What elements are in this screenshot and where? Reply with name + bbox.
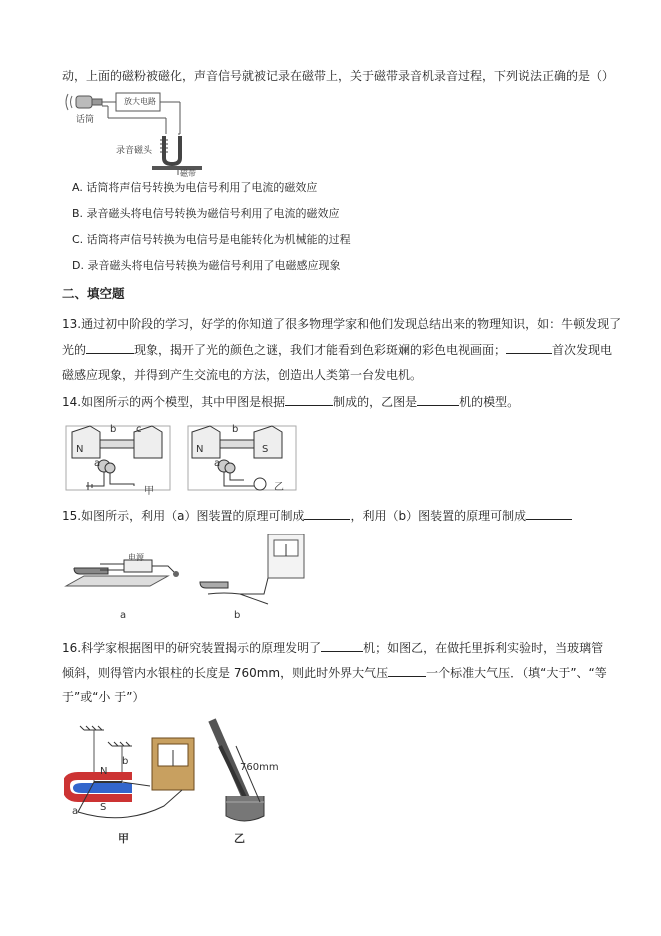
horseshoe-magnet-s (76, 786, 132, 790)
q14-blank-2[interactable] (417, 394, 459, 406)
q16-a-label: a (72, 806, 79, 817)
tape-label: 磁带 (180, 169, 196, 178)
q13-text-b: 现象，揭开了光的颜色之谜，我们才能看到色彩斑斓的彩色电视画面； (134, 343, 507, 357)
microphone-icon (76, 96, 92, 108)
q13-line3: 磁感应现象，并得到产生交流电的方法，创造出人类第一台发电机。 (62, 368, 423, 382)
q15-blank-1[interactable] (304, 508, 350, 520)
q12-option-b: B. 录音磁头将电信号转换为磁信号利用了电流的磁效应 (72, 207, 340, 220)
q16-760mm-label: 760mm (240, 762, 279, 773)
q16-blank-2[interactable] (388, 665, 426, 677)
q14-a-left: a (94, 458, 101, 469)
q14-yi-label: 乙 (274, 482, 284, 493)
q13-text-a: 光的 (62, 343, 87, 357)
q14-s-right: S (262, 444, 269, 455)
q15-power-label: 电源 (128, 553, 144, 562)
mercury-dish (226, 796, 264, 821)
q15-text-b: ，利用（b）图装置的原理可制成 (350, 509, 527, 523)
q14-figure (64, 418, 300, 500)
amplifier-label: 放大电路 (124, 97, 156, 106)
q15-blank-2[interactable] (526, 508, 572, 520)
q14-b-right: b (232, 424, 239, 435)
q14-text-a: 14.如图所示的两个模型，其中甲图是根据 (62, 395, 286, 409)
section-title: 二、填空题 (62, 286, 125, 301)
base-board-a (66, 576, 168, 586)
q14-n-right: N (196, 444, 204, 455)
horseshoe-magnet-a (74, 568, 108, 574)
galvanometer-icon (254, 478, 266, 490)
q16-n-label: N (100, 766, 108, 777)
q16-yi-label: 乙 (234, 832, 245, 845)
q16-s-label: S (100, 802, 107, 813)
microphone-label: 话筒 (76, 115, 95, 125)
q15-a-label: a (120, 610, 127, 621)
q12-option-a: A. 话筒将声信号转换为电信号利用了电流的磁效应 (72, 181, 318, 194)
q16-text-d: 一个标准大气压．（填“大于”、“等 (426, 666, 607, 680)
q12-option-d: D. 录音磁头将电信号转换为磁信号利用了电磁感应现象 (72, 259, 341, 272)
q12-option-c: C. 话筒将声信号转换为电信号是电能转化为机械能的过程 (72, 233, 351, 246)
q12-figure (62, 86, 212, 178)
q16-figure (64, 716, 294, 846)
q14-a-right: a (214, 458, 221, 469)
q13-line1: 13.通过初中阶段的学习，好学的你知道了很多物理学家和他们发现总结出来的物理知识，如：牛顿发现了 (62, 317, 622, 331)
q14-n-left: N (76, 444, 84, 455)
horseshoe-magnet-b (200, 582, 228, 588)
q13-blank-1[interactable] (86, 342, 134, 354)
q14-text-b: 制成的，乙图是 (333, 395, 418, 409)
q16-b-label: b (122, 756, 129, 767)
q13-text-c: 首次发现电 (552, 343, 613, 357)
q14-blank-1[interactable] (285, 394, 333, 406)
q16-text-c: 倾斜，则得管内水银柱的长度是 760mm，则此时外界大气压 (62, 666, 389, 680)
electromagnetic-apparatus (64, 534, 314, 626)
q16-jia-label: 甲 (118, 832, 129, 845)
q16-line1 (62, 640, 603, 656)
q14-b-left: b (110, 424, 117, 435)
q12-stem: 动，上面的磁粉被磁化，声音信号就被记录在磁带上，关于磁带录音机录音过程，下列说法正确的是（） (62, 69, 615, 83)
q16-text-b: 机；如图乙，在做托里拆利实验时，当玻璃管 (363, 641, 604, 655)
q16-line2 (62, 665, 607, 681)
q13-line2 (62, 342, 612, 358)
q15-figure (64, 534, 314, 626)
q15-line (62, 508, 572, 524)
coil-right (220, 440, 254, 448)
q14-c-left: c (136, 424, 142, 435)
q16-blank-1[interactable] (321, 640, 363, 652)
q15-text-a: 15.如图所示，利用（a）图装置的原理可制成 (62, 509, 305, 523)
coil-left (100, 440, 134, 448)
recording-head-label: 录音磁头 (116, 146, 153, 156)
induction-and-torricelli (64, 716, 294, 846)
q15-b-label: b (234, 610, 241, 621)
q14-jia-label: 甲 (144, 486, 154, 497)
q16-line3: 于”或“小 于”） (62, 690, 145, 704)
q16-text-a: 16.科学家根据图甲的研究装置揭示的原理发明了 (62, 641, 322, 655)
q13-blank-2[interactable] (506, 342, 552, 354)
q14-text-c: 机的模型。 (459, 395, 520, 409)
q14-line (62, 394, 519, 410)
